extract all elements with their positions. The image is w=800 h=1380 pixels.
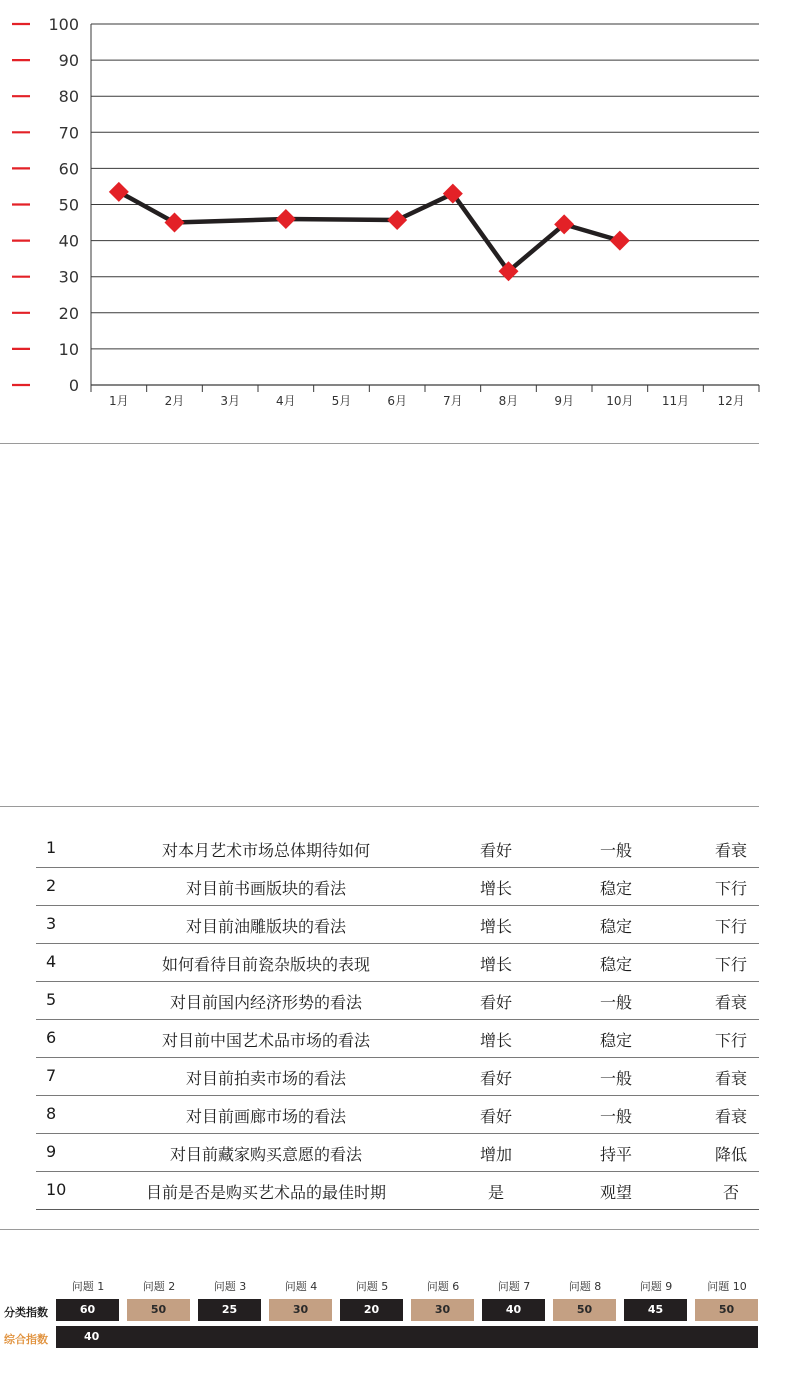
question-header: 问题 7 xyxy=(497,1280,531,1293)
row-number: 4 xyxy=(46,952,57,971)
option-a: 增长 xyxy=(479,917,512,936)
x-tick-label: 11月 xyxy=(661,394,690,408)
line-chart-svg xyxy=(0,0,800,420)
row-number: 3 xyxy=(46,914,57,933)
option-b: 一般 xyxy=(599,841,632,860)
category-index-cell: 50 xyxy=(695,1299,758,1321)
divider xyxy=(0,1229,759,1230)
category-index-cell: 30 xyxy=(411,1299,474,1321)
row-number: 5 xyxy=(46,990,57,1009)
option-b: 稳定 xyxy=(599,879,632,898)
data-point-marker xyxy=(276,209,296,229)
x-tick-label: 1月 xyxy=(109,394,129,408)
option-c: 降低 xyxy=(714,1145,747,1164)
x-tick-label: 2月 xyxy=(164,394,185,408)
option-a: 增长 xyxy=(479,879,512,898)
option-b: 稳定 xyxy=(599,1031,632,1050)
row-number: 2 xyxy=(46,876,57,895)
option-b: 稳定 xyxy=(599,917,632,936)
index-panel xyxy=(0,1275,800,1375)
question-header: 问题 1 xyxy=(71,1280,105,1293)
x-tick-label: 4月 xyxy=(276,394,296,408)
x-tick-label: 3月 xyxy=(220,394,240,408)
question-text: 对目前藏家购买意愿的看法 xyxy=(169,1145,362,1164)
data-point-marker xyxy=(387,210,407,230)
question-header: 问题 10 xyxy=(707,1280,747,1293)
y-tick-label: 40 xyxy=(58,231,79,251)
y-tick-label: 90 xyxy=(58,51,79,71)
option-a: 增加 xyxy=(479,1145,512,1164)
composite-index-label: 综合指数 xyxy=(4,1333,48,1346)
question-header: 问题 3 xyxy=(213,1280,247,1293)
x-tick-label: 8月 xyxy=(498,394,519,408)
y-tick-label: 80 xyxy=(58,87,79,107)
table-row xyxy=(36,1020,759,1058)
option-a: 是 xyxy=(487,1183,504,1202)
option-b: 一般 xyxy=(599,1069,632,1088)
category-index-cell: 60 xyxy=(56,1299,119,1321)
question-header: 问题 2 xyxy=(142,1280,176,1293)
survey-table xyxy=(36,830,759,1210)
question-header: 问题 6 xyxy=(426,1280,460,1293)
y-tick-label: 60 xyxy=(58,159,79,179)
option-b: 观望 xyxy=(599,1183,632,1202)
table-row xyxy=(36,1096,759,1134)
category-index-cell: 20 xyxy=(340,1299,403,1321)
option-c: 看衰 xyxy=(714,841,747,860)
option-a: 增长 xyxy=(479,955,512,974)
category-index-cell: 30 xyxy=(269,1299,332,1321)
table-row xyxy=(36,1134,759,1172)
row-number: 1 xyxy=(46,838,57,857)
data-point-marker xyxy=(610,231,630,251)
question-text: 目前是否是购买艺术品的最佳时期 xyxy=(145,1183,386,1202)
table-row xyxy=(36,982,759,1020)
option-c: 下行 xyxy=(714,955,747,974)
row-number: 9 xyxy=(46,1142,57,1161)
data-point-marker xyxy=(165,213,185,233)
y-tick-label: 20 xyxy=(58,303,79,323)
option-a: 看好 xyxy=(479,993,512,1012)
row-number: 8 xyxy=(46,1104,57,1123)
data-point-marker xyxy=(109,182,129,202)
y-tick-label: 0 xyxy=(68,376,79,395)
y-tick-label: 50 xyxy=(58,195,79,215)
option-c: 否 xyxy=(722,1183,739,1202)
category-index-cell: 25 xyxy=(198,1299,261,1321)
question-header: 问题 5 xyxy=(355,1280,389,1293)
question-text: 对目前画廊市场的看法 xyxy=(185,1107,346,1126)
y-tick-label: 100 xyxy=(48,15,79,34)
y-tick-label: 30 xyxy=(58,267,79,287)
question-text: 对目前书画版块的看法 xyxy=(185,879,346,898)
option-c: 下行 xyxy=(714,879,747,898)
option-c: 看衰 xyxy=(714,1107,747,1126)
x-tick-label: 5月 xyxy=(331,394,352,408)
composite-index-value: 40 xyxy=(84,1330,100,1343)
composite-index-bar xyxy=(56,1326,758,1348)
category-index-cell: 50 xyxy=(127,1299,190,1321)
series-line xyxy=(119,192,620,271)
category-index-cell: 50 xyxy=(553,1299,616,1321)
x-tick-label: 12月 xyxy=(717,394,745,408)
category-index-label: 分类指数 xyxy=(4,1306,48,1319)
x-tick-label: 9月 xyxy=(554,394,574,408)
option-b: 持平 xyxy=(599,1145,632,1164)
divider xyxy=(0,443,759,444)
question-header: 问题 8 xyxy=(568,1280,602,1293)
x-tick-label: 7月 xyxy=(443,394,463,408)
option-c: 下行 xyxy=(714,1031,747,1050)
question-text: 对目前中国艺术品市场的看法 xyxy=(161,1031,370,1050)
x-tick-label: 10月 xyxy=(606,394,634,408)
row-number: 7 xyxy=(46,1066,57,1085)
question-text: 对目前拍卖市场的看法 xyxy=(185,1069,346,1088)
table-row xyxy=(36,906,759,944)
option-c: 看衰 xyxy=(714,1069,747,1088)
question-text: 对本月艺术市场总体期待如何 xyxy=(161,841,370,860)
option-c: 看衰 xyxy=(714,993,747,1012)
y-tick-label: 70 xyxy=(58,123,79,143)
table-row xyxy=(36,1058,759,1096)
y-tick-label: 10 xyxy=(58,339,79,359)
question-text: 对目前国内经济形势的看法 xyxy=(169,993,362,1012)
option-b: 一般 xyxy=(599,993,632,1012)
row-number: 10 xyxy=(46,1180,67,1199)
table-row xyxy=(36,830,759,868)
option-b: 稳定 xyxy=(599,955,632,974)
option-a: 增长 xyxy=(479,1031,512,1050)
category-index-cell: 45 xyxy=(624,1299,687,1321)
table-row xyxy=(36,944,759,982)
option-c: 下行 xyxy=(714,917,747,936)
option-a: 看好 xyxy=(479,841,512,860)
divider xyxy=(0,806,759,807)
question-text: 对目前油雕版块的看法 xyxy=(185,917,346,936)
question-header: 问题 4 xyxy=(284,1280,318,1293)
question-text: 如何看待目前瓷杂版块的表现 xyxy=(161,955,370,974)
table-row xyxy=(36,1172,759,1210)
table-row xyxy=(36,868,759,906)
option-b: 一般 xyxy=(599,1107,632,1126)
question-header: 问题 9 xyxy=(639,1280,673,1293)
row-number: 6 xyxy=(46,1028,57,1047)
line-chart xyxy=(0,0,800,420)
x-tick-label: 6月 xyxy=(387,394,407,408)
option-a: 看好 xyxy=(479,1107,512,1126)
category-index-cell: 40 xyxy=(482,1299,545,1321)
option-a: 看好 xyxy=(479,1069,512,1088)
